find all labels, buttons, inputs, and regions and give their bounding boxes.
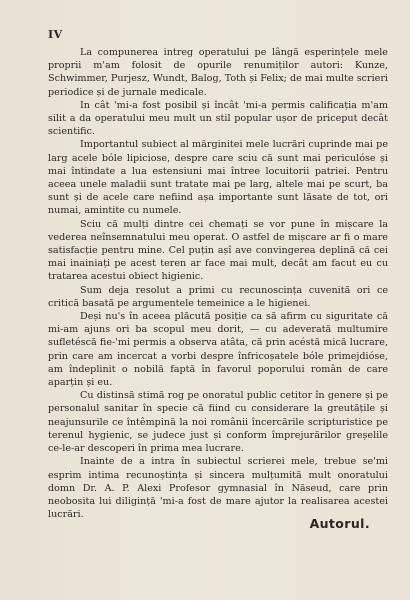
paragraph: La compunerea intreg operatului pe lângă esperințele mele proprii m'am folosit de opurile renumiților autori: Kunze, Schwimmer, Purjesz, Wundt, Balog, Toth și Felix; de mai multe scrieri periodice și de jurnale medicale. <box>48 47 388 98</box>
paragraph: In cât 'mi-a fost posibil și încât 'mi-a permis calificația m'am silit a da operatului meu mult un stil popular ușor de priceput decât scientific. <box>48 99 388 138</box>
preface-text <box>48 46 388 521</box>
paragraph: Sum deja resolut a primi cu recunoscința cuvenită ori ce critică basată pe argumentele temeinice a le higienei. <box>48 284 388 309</box>
page-number: IV <box>48 28 63 41</box>
paragraph: Inainte de a intra în subiectul scrierei mele, trebue se'mi esprim intima recunoștința și sincera mulțumită mult onoratului domn Dr. A. P. Alexi Profesor gymnasial în Năseud, care prin neobosita lui diligință 'mi-a fost de mare ajutor la realisarea acestei lucrări. <box>48 456 388 521</box>
paragraph: Deși nu's în aceea plăcută posiție ca să afirm cu siguritate că mi-am ajuns ori ba scopul meu dorit, — cu adeverată multumire sufletéscă fie-'mi permis a observa atâta, că prin acéstă mică lucrare, prin care am incercat a vorbi despre înfricoșatele bóle primejdióse, am îndeplinit o nobilă faptă în favorul poporului român de care aparțin și eu. <box>48 311 388 389</box>
paragraph: Cu distinsă stimă rog pe onoratul public cetitor în genere și pe personalul sanitar în specie că fiind cu considerare la greutățile și neajunsurile ce întêmpină la noi românii încercările scripturistice pe terenul hygienic, se judece just și conform împrejurărilor greșelile ce-le-ar descoperi în prima mea lucrare. <box>48 390 388 455</box>
paragraph: Importantul subiect al mărginitei mele lucrări cuprinde mai pe larg acele bóle lipiciose, despre care sciu că sunt mai periculóse și mai întindate a lua estensiuni mai întree locuitorii patriei. Pentru aceea unele maladii sunt tratate mai pe larg, altele mai pe scurt, ba sunt și de acele care nefiind așa importante sunt lăsate de tot, ori numai, amintite cu numele. <box>48 139 388 217</box>
author-signature: Autorul. <box>309 516 370 531</box>
paragraph: Sciu că mulți dintre cei chemați se vor pune în mișcare la vederea neînsemnatului meu operat. O astfel de mișcare ar fi o mare satisfacție pentru mine. Cel puțin așî ave convingerea deplină că cei mai inainiați pe acest teren ar face mai mult, decât am facut eu cu tratarea acestui obiect higienic. <box>48 218 388 283</box>
